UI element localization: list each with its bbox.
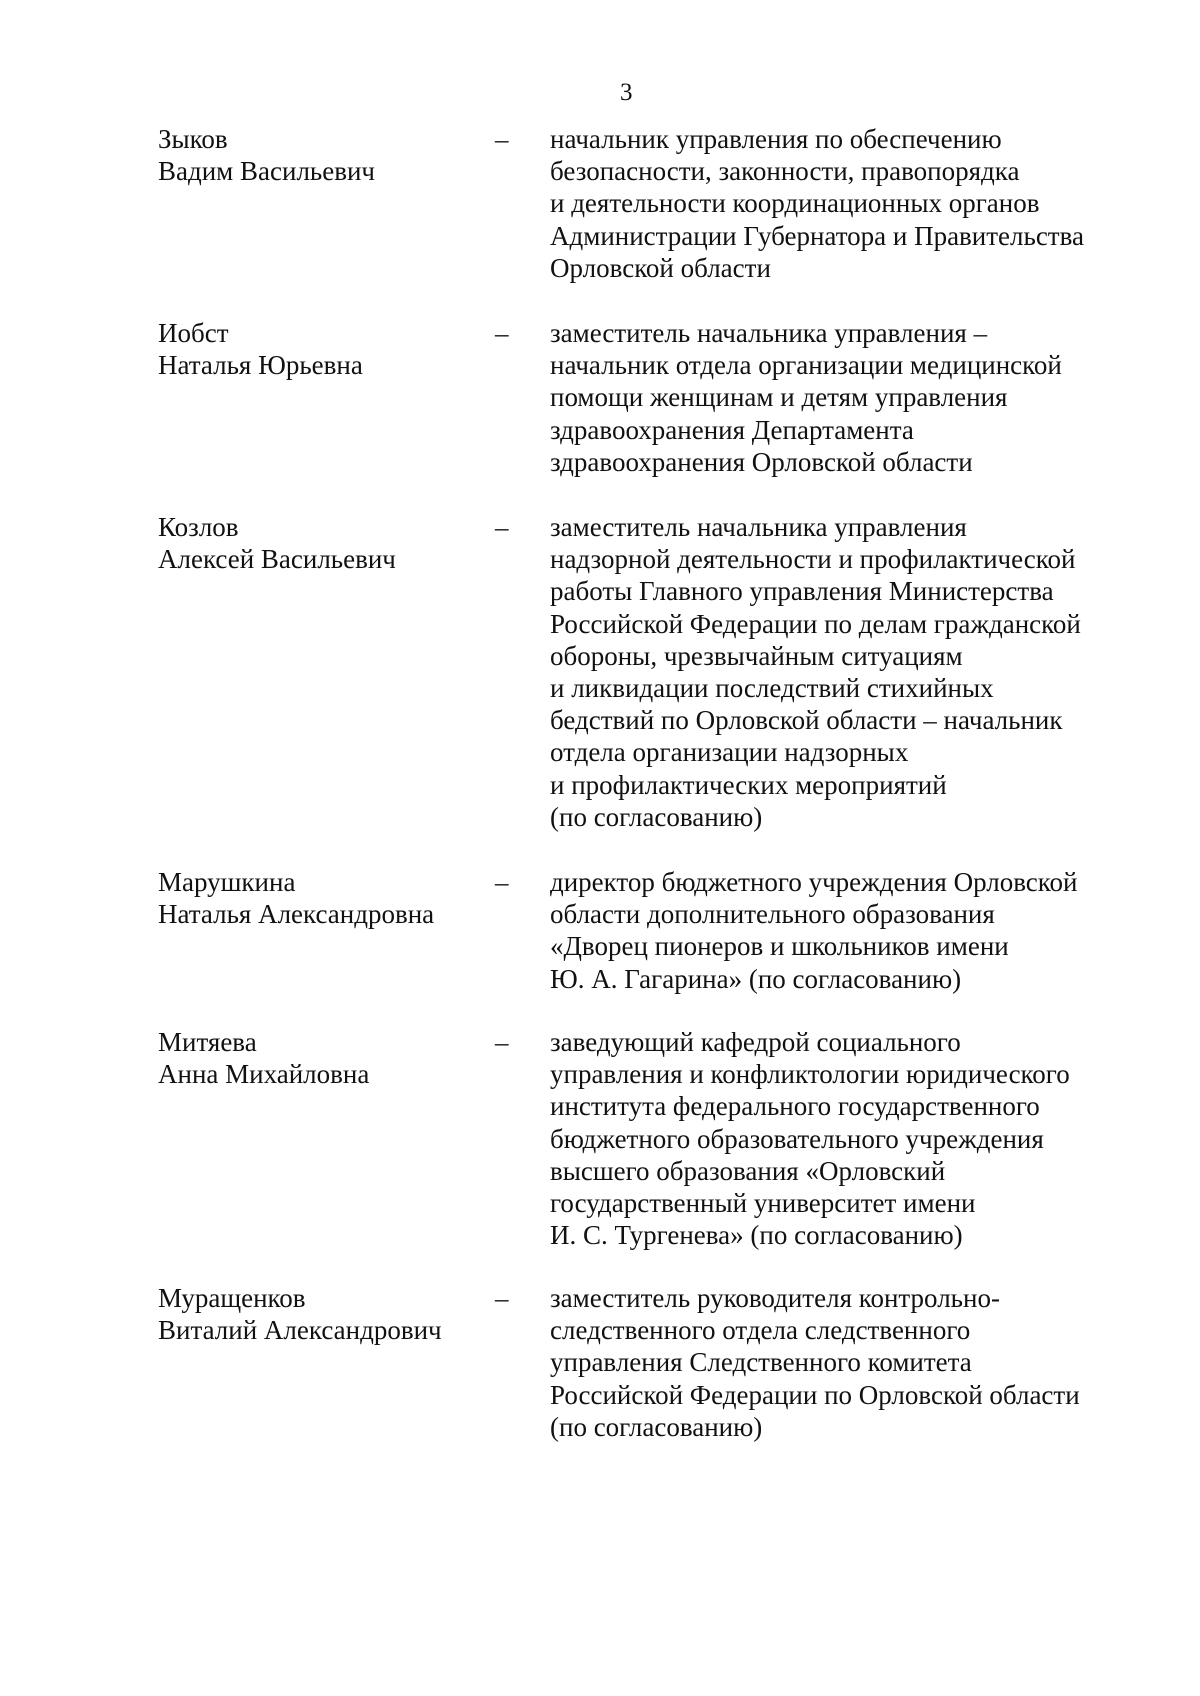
member-surname: Митяева [158, 1027, 257, 1057]
member-name [158, 123, 478, 187]
member-position [550, 1026, 1130, 1251]
dash-separator: – [495, 1283, 509, 1313]
member-name [158, 1026, 478, 1090]
position-line: заведующий кафедрой социального [550, 1027, 961, 1057]
member-surname: Иобст [158, 318, 229, 348]
position-line: заместитель руководителя контрольно- [550, 1283, 1000, 1313]
position-line: высшего образования «Орловский [550, 1155, 946, 1186]
position-line: «Дворец пионеров и школьников имени [550, 931, 1009, 962]
position-line: заместитель начальника управления [550, 512, 967, 542]
position-line: и ликвидации последствий стихийных [550, 673, 994, 704]
member-name [158, 1282, 478, 1346]
member-position [550, 123, 1130, 284]
dash-separator: – [495, 318, 509, 348]
position-line: (по согласованию) [550, 801, 763, 832]
member-surname: Марушкина [158, 867, 296, 897]
position-line: безопасности, законности, правопорядка [550, 156, 1020, 187]
position-line: бюджетного образовательного учреждения [550, 1123, 1044, 1154]
position-line: отдела организации надзорных [550, 737, 909, 768]
position-line: и профилактических мероприятий [550, 769, 947, 800]
page-number: 3 [620, 79, 633, 106]
position-line: Ю. А. Гагарина» (по согласованию) [550, 963, 962, 994]
dash-separator: – [495, 512, 509, 542]
dash-separator: – [495, 124, 509, 154]
position-line: помощи женщинам и детям управления [550, 382, 1008, 413]
position-line: области дополнительного образования [550, 899, 995, 930]
member-surname: Муращенков [158, 1283, 306, 1313]
position-line: и деятельности координационных органов [550, 188, 1040, 219]
member-position [550, 866, 1130, 995]
member-given-names: Анна Михайловна [158, 1059, 370, 1090]
position-line: государственный университет имени [550, 1188, 976, 1219]
position-line: директор бюджетного учреждения Орловской [550, 867, 1078, 897]
member-surname: Козлов [158, 512, 239, 542]
member-given-names: Виталий Александрович [158, 1315, 442, 1346]
member-given-names: Наталья Юрьевна [158, 350, 363, 381]
member-position [550, 317, 1130, 478]
dash-separator: – [495, 867, 509, 897]
position-line: следственного отдела следственного [550, 1315, 971, 1346]
member-name [158, 511, 478, 575]
position-line: бедствий по Орловской области – начальник [550, 705, 1063, 736]
position-line: (по согласованию) [550, 1411, 763, 1442]
position-line: начальник отдела организации медицинской [550, 350, 1062, 381]
position-line: Российской Федерации по делам гражданской [550, 608, 1081, 639]
position-line: И. С. Тургенева» (по согласованию) [550, 1220, 963, 1251]
position-line: института федерального государственного [550, 1091, 1040, 1122]
position-line: заместитель начальника управления – [550, 318, 988, 348]
position-line: Российской Федерации по Орловской области [550, 1379, 1080, 1410]
member-given-names: Вадим Васильевич [158, 156, 375, 187]
position-line: надзорной деятельности и профилактической [550, 544, 1076, 575]
member-position [550, 1282, 1130, 1443]
position-line: обороны, чрезвычайным ситуациям [550, 640, 963, 671]
position-line: здравоохранения Департамента [550, 414, 914, 445]
position-line: начальник управления по обеспечению [550, 124, 1002, 154]
position-line: здравоохранения Орловской области [550, 446, 973, 477]
member-name [158, 866, 478, 930]
member-name [158, 317, 478, 381]
position-line: Администрации Губернатора и Правительства [550, 220, 1084, 251]
position-line: работы Главного управления Министерства [550, 576, 1054, 607]
member-given-names: Наталья Александровна [158, 899, 435, 930]
member-surname: Зыков [158, 124, 228, 154]
position-line: Орловской области [550, 252, 771, 283]
member-given-names: Алексей Васильевич [158, 544, 396, 575]
position-line: управления и конфликтологии юридического [550, 1059, 1070, 1090]
position-line: управления Следственного комитета [550, 1347, 972, 1378]
dash-separator: – [495, 1027, 509, 1057]
member-position [550, 511, 1130, 833]
